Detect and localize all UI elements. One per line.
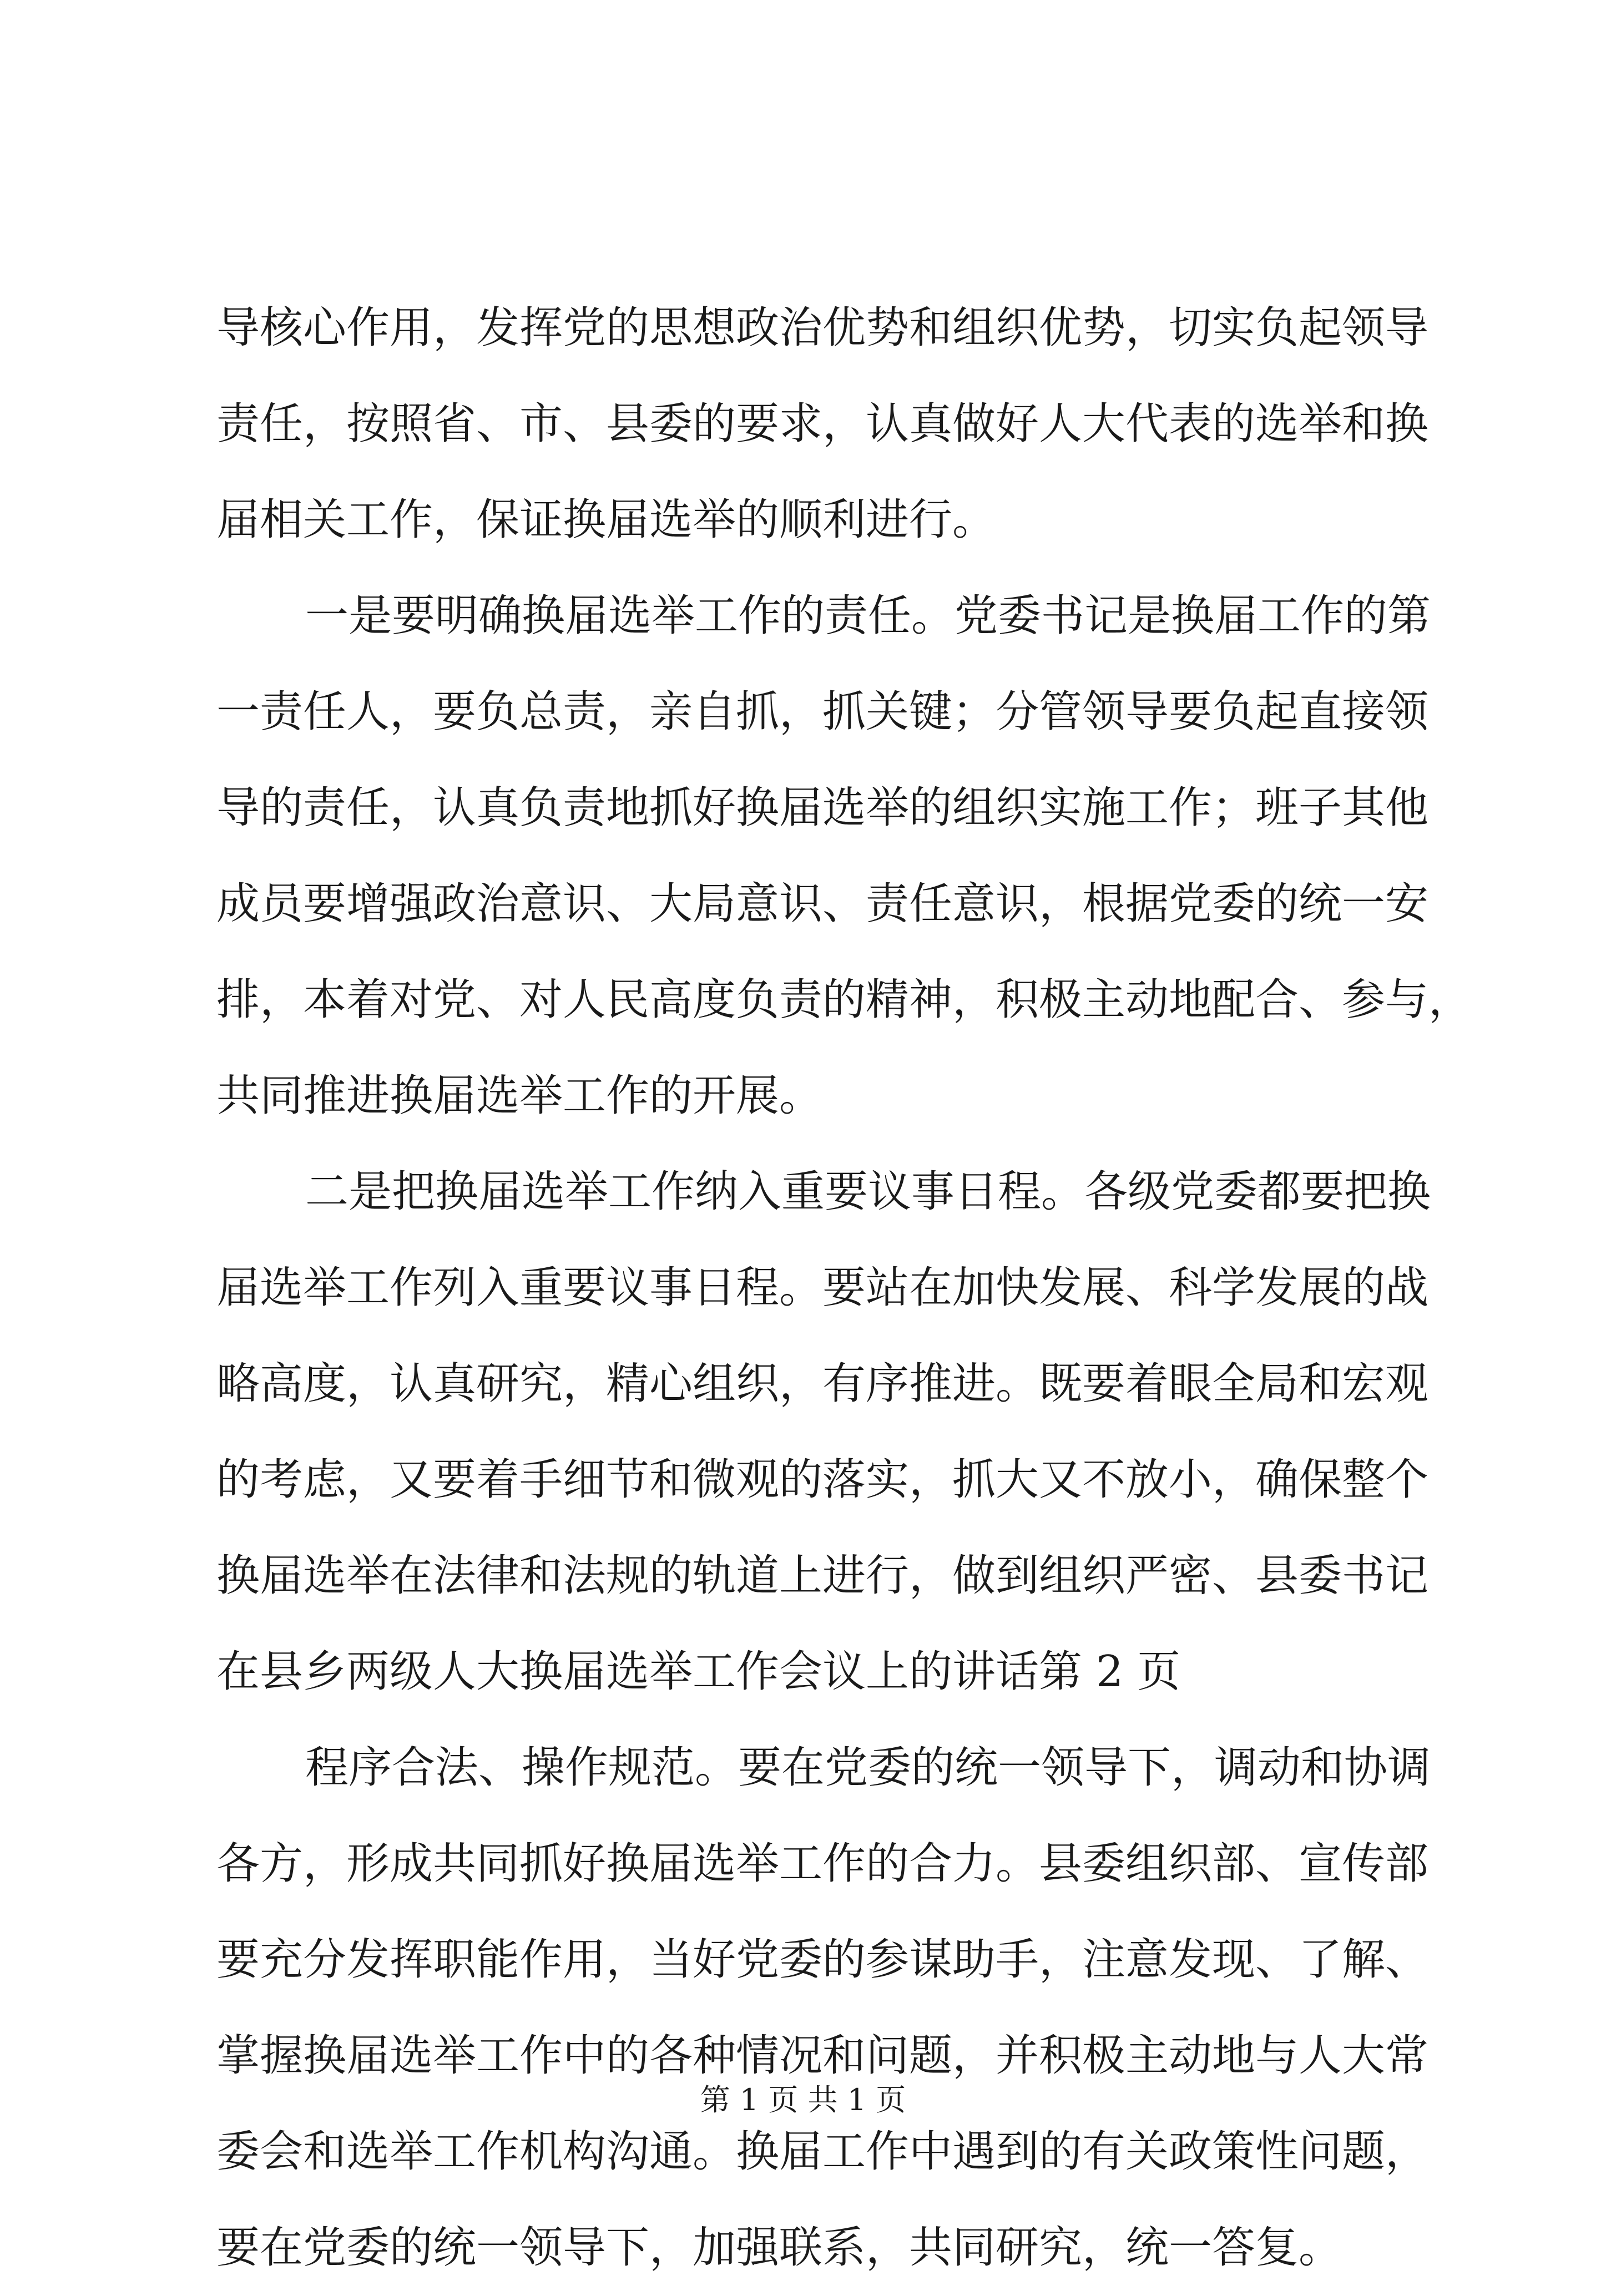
text-line: 委会和选举工作机构沟通。换届工作中遇到的有关政策性问题， [216,2127,1429,2177]
text-line: 一是要明确换届选举工作的责任。党委书记是换届工作的第 [305,591,1431,641]
text-line: 一责任人，要负总责，亲自抓，抓关键；分管领导要负起直接领 [216,687,1429,737]
text-line: 二是把换届选举工作纳入重要议事日程。各级党委都要把换 [305,1167,1431,1217]
text-line: 要在党委的统一领导下，加强联系，共同研究，统一答复。 [216,2223,1342,2273]
document-body [216,280,1472,2296]
text-line: 导的责任，认真负责地抓好换届选举的组织实施工作；班子其他 [216,783,1429,833]
text-line: 换届选举在法律和法规的轨道上进行，做到组织严密、县委书记 [216,1551,1429,1601]
text-line: 排，本着对党、对人民高度负责的精神，积极主动地配合、参与， [216,975,1472,1025]
text-line: 共同推进换届选举工作的开展。 [216,1071,823,1121]
text-line: 程序合法、操作规范。要在党委的统一领导下，调动和协调 [305,1743,1431,1793]
text-line: 届选举工作列入重要议事日程。要站在加快发展、科学发展的战 [216,1263,1429,1313]
text-line: 各方，形成共同抓好换届选举工作的合力。县委组织部、宣传部 [216,1839,1429,1889]
text-line: 掌握换届选举工作中的各种情况和问题，并积极主动地与人大常 [216,2031,1429,2081]
text-line: 导核心作用，发挥党的思想政治优势和组织优势，切实负起领导 [216,303,1429,353]
text-line: 在县乡两级人大换届选举工作会议上的讲话第 2 页 [216,1647,1181,1697]
page-footer: 第 1 页 共 1 页 [700,2082,906,2117]
text-line: 责任，按照省、市、县委的要求，认真做好人大代表的选举和换 [216,399,1429,449]
text-line: 届相关工作，保证换届选举的顺利进行。 [216,495,996,545]
text-line: 略高度，认真研究，精心组织，有序推进。既要着眼全局和宏观 [216,1359,1429,1409]
text-line: 的考虑，又要着手细节和微观的落实，抓大又不放小，确保整个 [216,1455,1429,1505]
text-line: 成员要增强政治意识、大局意识、责任意识，根据党委的统一安 [216,879,1429,929]
text-line: 要充分发挥职能作用，当好党委的参谋助手，注意发现、了解、 [216,1935,1429,1985]
